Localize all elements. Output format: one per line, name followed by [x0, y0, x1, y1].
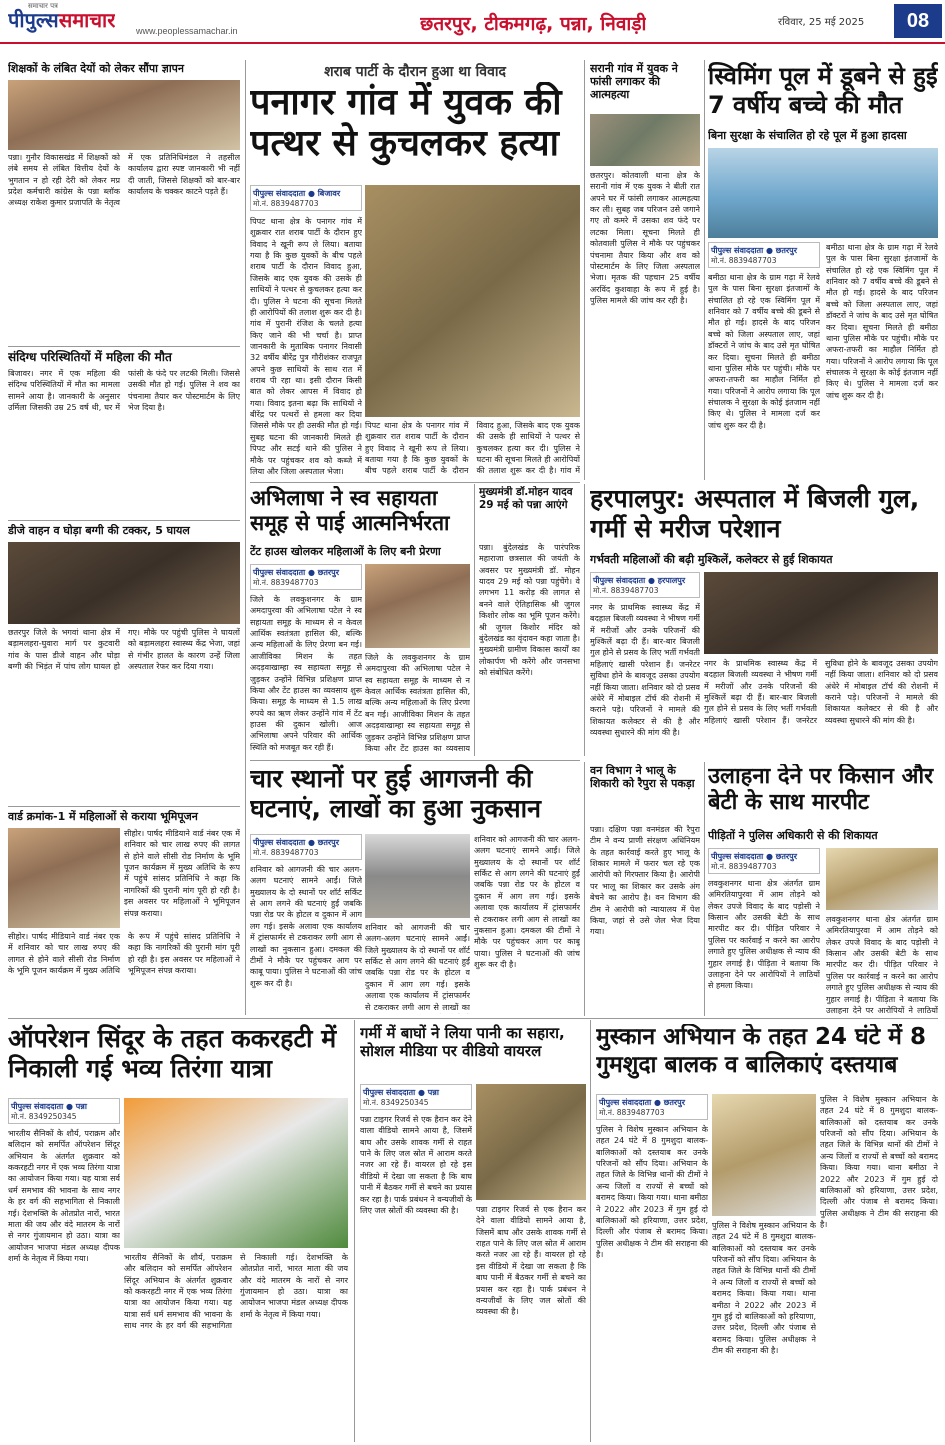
article-body-b: जिले के लवकुशनगर के ग्राम अमदापुरवा की अभिलाषा पटेल ने स्व सहायता समूह के माध्यम से न केवल आर्थिक स्वतंत्रता हासिल की, बल्कि अन्य महिलाओं के लिए प्रेरणा बन गई। आजीविका मिशन के तहत अदड़वाखाम्हा स्व सहायता समूह से जुड़कर उन्होंने विभिन्न प्रशिक्षण प्राप्त किया और टेंट हाउस का व्यवसाय	[365, 653, 470, 753]
headline: हरपालपुर: अस्पताल में बिजली गुल, गर्मी से मरीज परेशान	[590, 484, 920, 543]
news-photo	[704, 572, 938, 654]
article-body: पन्ना। बुंदेलखंड के पारंपरिक महाराजा छत्रसाल की जयंती के अवसर पर मुख्यमंत्री डॉ. मोहन यादव 29 मई को पन्ना पहुंचेंगे। वे लगभग 11 करोड़ की लागत से बनने वाले ऐतिहासिक श्री जुगल किशोर लोक का भूमि पूजन करेंगे। श्री जुगल किशोर मंदिर को बुंदेलखंड का वृंदावन कहा जाता है। मुख्यमंत्री ग्रामीण विकास कार्यों का लोकार्पण भी करेंगे और जनसभा को संबोधित करेंगे।	[479, 543, 580, 677]
column-divider	[245, 60, 246, 1015]
byline: पीपुल्स संवाददाता ● पन्ना	[363, 1088, 439, 1097]
subheadline: बिना सुरक्षा के संचालित हो रहे पूल में हुआ हादसा	[708, 129, 907, 142]
news-photo	[8, 80, 240, 150]
mobile-number: मो.नं. 8839487703	[599, 1108, 665, 1117]
mobile-number: मो.नं. 8349250345	[11, 1112, 77, 1121]
mobile-number: मो.नं. 8839487703	[253, 199, 319, 208]
column-divider	[704, 60, 705, 480]
byline: पीपुल्स संवाददाता ● छतरपुर	[711, 852, 797, 861]
article-body-a: लवकुशनगर थाना क्षेत्र अंतर्गत ग्राम अमिरतियापुरवा में आम तोड़ने को लेकर उपजे विवाद के बाद पड़ोसी ने किसान और उसकी बेटी के साथ मारपीट कर दी। पीड़ित परिवार ने पुलिस पर कार्रवाई न करने का आरोप लगाते हुए पुलिस अधीक्षक से न्याय की गुहार लगाई है। पीड़िता ने बताया कि उलाहना देने पर आरोपियों ने लाठियों से हमला किया।	[708, 879, 820, 991]
divider	[250, 482, 580, 483]
subheadline: गर्भवती महिलाओं की बढ़ी मुश्किलें, कलेक्टर से हुई शिकायत	[590, 553, 833, 566]
article-body-b: शनिवार को आगजनी की चार अलग-अलग घटनाएं सामने आईं। जिले मुख्यालय के दो स्थानों पर शॉर्ट सर्किट से आग लगने की घटनाएं हुईं जबकि पन्ना रोड पर के होटल व दुकान में आग लग गई। इसके अलावा एक कार्यालय में ट्रांसफार्मर से टकराकर लगी आग से लाखों का	[365, 923, 470, 1012]
byline-box	[596, 1094, 708, 1120]
news-photo	[590, 114, 700, 166]
news-photo	[365, 564, 470, 648]
headline: डीजे वाहन व घोड़ा बग्गी की टक्कर, 5 घायल	[8, 524, 190, 537]
news-photo	[826, 848, 938, 910]
issue-date: रविवार, 25 मई 2025	[778, 17, 865, 28]
column-divider	[584, 60, 585, 480]
article-body-b: लवकुशनगर थाना क्षेत्र अंतर्गत ग्राम अमिरतियापुरवा में आम तोड़ने को लेकर उपजे विवाद के बाद पड़ोसी ने किसान और उसकी बेटी के साथ मारपीट कर दी। पीड़ित परिवार ने पुलिस पर कार्रवाई न करने का आरोप लगाते हुए पुलिस अधीक्षक से न्याय की गुहार लगाई है। पीड़िता ने बताया कि उलाहना देने पर आरोपियों ने लाठियों	[826, 915, 938, 1014]
byline-box	[250, 564, 362, 590]
divider	[8, 520, 240, 521]
article-body-c: शनिवार को आगजनी की चार अलग-अलग घटनाएं सामने आईं। जिले मुख्यालय के दो स्थानों पर शॉर्ट सर्किट से आग लगने की घटनाएं हुईं जबकि पन्ना रोड पर के होटल व दुकान में आग लग गई। इसके अलावा एक कार्यालय में ट्रांसफार्मर से टकराकर लगी आग से लाखों का नुकसान हुआ। दमकल की टीमों ने मौके पर पहुंचकर आग पर काबू पाया। पुलिस ने घटनाओं की जांच शुरू कर दी है।	[474, 835, 580, 969]
article-body-b: सीहोर। पार्षद मीडियाने वार्ड नंबर एक में शनिवार को चार लाख रुपए की लागत से होने वाले सीसी रोड निर्माण के भूमि पूजन कार्यक्रम में मुख्य अतिथि के रूप में पहुंचे सांसद प्रतिनिधि ने कहा कि नागरिकों की पुरानी मांग पूरी हो रही है। इस अवसर पर महिलाओं ने भूमिपूजन संपन्न कराया।	[8, 932, 240, 976]
headline: चार स्थानों पर हुई आगजनी की घटनाएं, लाखों का हुआ नुकसान	[250, 764, 542, 823]
headline: अभिलाषा ने स्व सहायता समूह से पाई आत्मनिर्भरता	[250, 486, 450, 536]
byline-box	[708, 242, 820, 268]
article-body-a: बमीठा थाना क्षेत्र के ग्राम गढ़ा में रेलवे पुल के पास बिना सुरक्षा इंतजामों के संचालित हो रहे एक स्विमिंग पूल में शनिवार को 7 वर्षीय बच्चे की डूबने से मौत हो गई। हादसे के बाद परिजन बच्चे को जिला अस्पताल लाए, जहां डॉक्टरों ने जांच के बाद उसे मृत घोषित कर दिया। सूचना मिलते ही बमीठा थाना पुलिस मौके पर पहुंची। मौके पर अफरा-तफरी का माहौल निर्मित हो गया। परिजनों ने आरोप लगाया कि पूल संचालक ने सुरक्षा के कोई इंतजाम नहीं किए थे। पुलिस ने मामला दर्ज कर जांच शुरू कर दी है।	[708, 273, 820, 430]
article-body: पन्ना। दक्षिण पन्ना वनमंडल की रैपुरा टीम ने वन्य प्राणी संरक्षण अधिनियम के तहत कार्रवाई करते हुए भालू के शिकार मामले में फरार चल रहे एक आरोपी को गिरफ्तार किया है। आरोपी पर भालू का शिकार कर उसके अंग बेचने का आरोप है। वन विभाग की टीम ने आरोपी को न्यायालय में पेश किया, जहां से उसे जेल भेज दिया गया।	[590, 825, 700, 937]
column-divider	[590, 1020, 591, 1442]
byline-box	[708, 848, 820, 874]
story-teachers-memo	[8, 62, 240, 74]
article-body-b: पुलिस ने विशेष मुस्कान अभियान के तहत 24 घंटे में 8 गुमशुदा बालक-बालिकाओं को दस्तयाब कर उनके परिजनों को सौंप दिया। अभियान के तहत जिले के विभिन्न थानों की टीमों ने अन्य जिलों व राज्यों से बच्चों को बरामद किया। किया गया। थाना बमीठा ने 2022 और 2023 में गुम हुई दो बालिकाओं को हरियाणा, उत्तर प्रदेश, दिल्ली और पंजाब से बरामद किया। पुलिस अधीक्षक ने टीम की सराहना की है।	[712, 1221, 816, 1355]
article-body-a: पिपट थाना क्षेत्र के पनागर गांव में शुक्रवार रात शराब पार्टी के दौरान हुए विवाद ने खूनी रूप ले लिया। बताया गया है कि कुछ युवकों के बीच पहले शराब पार्टी के दौरान विवाद हुआ, जिसके बाद एक युवक की उसके ही साथियों ने पत्थर से कुचलकर हत्या कर दी। पुलिस ने घटना की सूचना मिलते ही आरोपियों की तलाश शुरू कर दी है। गांव में पुरानी रंजिश के चलते हत्या किए जाने की भी चर्चा है। प्राप्त जानकारी के मुताबिक पनागर निवासी 32 वर्षीय बीरेंद्र पुत्र गौरीशंकर राजपूत अपने कुछ साथियों के साथ रात में शराब पी रहा था। इसी दौरान किसी बात को लेकर आपस में विवाद हो गया। विवाद इतना बढ़ा कि साथियों ने बीरेंद्र पर पत्थरों से हमला कर दिया जिससे मौके पर ही उसकी मौत हो गई। सुबह घटना की जानकारी मिलते ही पिपट और सटई थाने की पुलिस ने मौके पर पहुंचकर शव को कब्जे में लिया और जिला अस्पताल भेजा।	[250, 217, 362, 476]
column-divider	[704, 762, 705, 1016]
divider	[8, 1018, 938, 1019]
article-body-a: भारतीय सैनिकों के शौर्य, पराक्रम और बलिदान को समर्पित ऑपरेशन सिंदूर अभियान के अंतर्गत शुक्रवार को ककरहटी नगर में एक भव्य तिरंगा यात्रा का आयोजन किया गया। यह यात्रा सर्व धर्म समभाव की भावना के साथ नगर के हर वर्ग की सहभागिता से निकाली गई। देशभक्ति के ओतप्रोत नारों, भारत माता की जय और वंदे मातरम के नारों से नगर गुंजायमान हो उठा। यात्रा का आयोजन भाजपा मंडल अध्यक्ष दीपक शर्मा के नेतृत्व में किया गया।	[8, 1129, 120, 1263]
logo-tagline: समाचार पत्र	[28, 2, 58, 10]
byline-box	[250, 834, 362, 860]
byline-box	[590, 572, 700, 598]
kicker: शराब पार्टी के दौरान हुआ था विवाद	[324, 64, 506, 80]
headline: मुख्यमंत्री डॉ.मोहन यादव 29 मई को पन्ना आएंगे	[479, 486, 573, 511]
news-photo	[365, 834, 470, 918]
byline-box	[360, 1084, 472, 1110]
byline: पीपुल्स संवाददाता ● छतरपुर	[253, 838, 339, 847]
logo-part-a: पीपुल्स	[8, 8, 59, 32]
divider	[8, 346, 240, 347]
page-number: 08	[894, 4, 942, 38]
news-photo	[124, 1098, 348, 1248]
column-divider	[474, 484, 475, 756]
news-photo	[8, 542, 240, 624]
headline: वार्ड क्रमांक-1 में महिलाओं से कराया भूमिपूजन	[8, 810, 198, 823]
mobile-number: मो.नं. 8839487703	[711, 862, 777, 871]
mobile-number: मो.नं. 8839487703	[593, 586, 659, 595]
lead-headline: पनागर गांव में युवक की पत्थर से कुचलकर हत्या	[250, 82, 562, 165]
news-photo	[708, 148, 938, 238]
headline: शिक्षकों के लंबित देयों को लेकर सौंपा ज्ञापन	[8, 62, 185, 74]
headline: संदिग्ध परिस्थितियों में महिला की मौत	[8, 350, 172, 364]
article-body-b: बमीठा थाना क्षेत्र के ग्राम गढ़ा में रेलवे पुल के पास बिना सुरक्षा इंतजामों के संचालित हो रहे एक स्विमिंग पूल में शनिवार को 7 वर्षीय बच्चे की डूबने से मौत हो गई। हादसे के बाद परिजन बच्चे को जिला अस्पताल लाए, जहां डॉक्टरों ने जांच के बाद उसे मृत घोषित कर दिया। सूचना मिलते ही बमीठा थाना पुलिस मौके पर पहुंची। मौके पर अफरा-तफरी का माहौल निर्मित हो गया। परिजनों ने आरोप लगाया कि पूल संचालक ने सुरक्षा के कोई इंतजाम नहीं किए थे। पुलिस ने मामला दर्ज कर जांच शुरू कर दी है।	[826, 243, 938, 400]
headline: उलाहना देने पर किसान और बेटी के साथ मारपीट	[708, 764, 934, 816]
byline: पीपुल्स संवाददाता ● छतरपुर	[253, 568, 339, 577]
article-body-a: पन्ना टाइगर रिजर्व से एक हैरान कर देने वाला वीडियो सामने आया है, जिसमें बाघ और उसके शावक गर्मी से राहत पाने के लिए जल स्रोत में आराम करते नजर आ रहे हैं। वायरल हो रहे इस वीडियो में देखा जा सकता है कि बाघ पानी में बैठकर गर्मी से बचने का प्रयास कर रहा है। पार्क प्रबंधन ने वन्यजीवों के लिए जल स्रोतों की व्यवस्था की है।	[360, 1115, 472, 1215]
article-body-b: नगर के प्राथमिक स्वास्थ्य केंद्र में बदहाल बिजली व्यवस्था ने भीषण गर्मी में मरीजों और उनके परिजनों की मुश्किलें बढ़ा दी हैं। बार-बार बिजली गुल होने से प्रसव के लिए भर्ती गर्भवती महिलाएं खासी परेशान हैं। जनरेटर सुविधा होने के बावजूद उसका उपयोग नहीं किया जाता। शनिवार को दो प्रसव अंधेरे में मोबाइल टॉर्च की रोशनी में कराने पड़े। परिजनों ने मामले की शिकायत कलेक्टर से की है और व्यवस्था सुधारने की मांग की है।	[704, 659, 938, 725]
headline: स्विमिंग पूल में डूबने से हुई 7 वर्षीय बच्चे की मौत	[708, 62, 938, 119]
article-body-a: जिले के लवकुशनगर के ग्राम अमदापुरवा की अभिलाषा पटेल ने स्व सहायता समूह के माध्यम से न केवल आर्थिक स्वतंत्रता हासिल की, बल्कि अन्य महिलाओं के लिए प्रेरणा बन गई। आजीविका मिशन के तहत अदड़वाखाम्हा स्व सहायता समूह से जुड़कर उन्होंने विभिन्न प्रशिक्षण प्राप्त किया और टेंट हाउस का व्यवसाय शुरू किया। समूह के माध्यम से 1.5 लाख रुपये का ऋण लेकर उन्होंने गांव में टेंट हाउस की दुकान खोली। आज अभिलाषा अपने परिवार की आर्थिक स्थिति को मजबूत कर रही हैं।	[250, 595, 362, 752]
article-body: बिजावर। नगर में एक महिला की संदिग्ध परिस्थितियों में मौत का मामला सामने आया है। जानकारी के अनुसार उर्मिला जिसकी उम्र 25 वर्ष थी, घर में फांसी के फंदे पर लटकी मिली। जिससे उसकी मौत हो गई। पुलिस ने शव का पंचनामा तैयार कर पोस्टमार्टम के लिए भेज दिया है।	[8, 369, 240, 413]
byline-box	[250, 185, 362, 211]
news-photo	[8, 828, 120, 928]
article-body-a: नगर के प्राथमिक स्वास्थ्य केंद्र में बदहाल बिजली व्यवस्था ने भीषण गर्मी में मरीजों और उनके परिजनों की मुश्किलें बढ़ा दी हैं। बार-बार बिजली गुल होने से प्रसव के लिए भर्ती गर्भवती महिलाएं खासी परेशान हैं। जनरेटर सुविधा होने के बावजूद उसका उपयोग नहीं किया जाता। शनिवार को दो प्रसव अंधेरे में मोबाइल टॉर्च की रोशनी में कराने पड़े। परिजनों ने मामले की शिकायत कलेक्टर से की है और व्यवस्था सुधारने की मांग की है।	[590, 603, 700, 737]
byline: पीपुल्स संवाददाता ● छतरपुर	[599, 1098, 685, 1107]
article-body: छतरपुर जिले के भगवां थाना क्षेत्र में बड़ामलहरा-घुवारा मार्ग पर कुटवारी गांव के पास डीजे वाहन और घोड़ा बग्गी की भिड़ंत में पांच लोग घायल हो गए। मौके पर पहुंची पुलिस ने घायलों को बड़ामलहरा स्वास्थ्य केंद्र भेजा, जहां से गंभीर हालत के कारण उन्हें जिला अस्पताल रेफर कर दिया गया।	[8, 628, 240, 672]
article-body-b: पन्ना टाइगर रिजर्व से एक हैरान कर देने वाला वीडियो सामने आया है, जिसमें बाघ और उसके शावक गर्मी से राहत पाने के लिए जल स्रोत में आराम करते नजर आ रहे हैं। वायरल हो रहे इस वीडियो में देखा जा सकता है कि बाघ पानी में बैठकर गर्मी से बचने का प्रयास कर रहा है। पार्क प्रबंधन ने वन्यजीवों के लिए जल स्रोतों की व्यवस्था की है।	[476, 1205, 586, 1317]
headline: गर्मी में बाघों ने लिया पानी का सहारा, सोशल मीडिया पर वीडियो वायरल	[360, 1024, 565, 1060]
article-body-a: सीहोर। पार्षद मीडियाने वार्ड नंबर एक में शनिवार को चार लाख रुपए की लागत से होने वाले सीसी रोड निर्माण के भूमि पूजन कार्यक्रम में मुख्य अतिथि के रूप में पहुंचे सांसद प्रतिनिधि ने कहा कि नागरिकों की पुरानी मांग पूरी हो रही है। इस अवसर पर महिलाओं ने भूमिपूजन संपन्न कराया।	[124, 829, 240, 918]
website-url: www.peoplessamachar.in	[136, 26, 238, 36]
edition-cities: छतरपुर, टीकमगढ़, पन्ना, निवाड़ी	[420, 13, 647, 35]
masthead	[0, 0, 945, 44]
logo-part-b: समाचार	[58, 8, 116, 32]
mobile-number: मो.नं. 8839487703	[253, 578, 319, 587]
subheadline: टेंट हाउस खोलकर महिलाओं के लिए बनी प्रेरणा	[250, 545, 441, 558]
subheadline: पीड़ितों ने पुलिस अधिकारी से की शिकायत	[708, 829, 878, 842]
news-photo	[365, 185, 580, 417]
mobile-number: मो.नं. 8349250345	[363, 1098, 429, 1107]
divider	[8, 806, 240, 807]
headline: सरानी गांव में युवक ने फांसी लगाकर की आत्महत्या	[590, 62, 678, 102]
headline: मुस्कान अभियान के तहत 24 घंटे में 8 गुमशुदा बालक व बालिकाएं दस्तयाब	[596, 1024, 926, 1078]
article-body: पन्ना। गुनौर विकासखंड में शिक्षकों को लंबे समय से लंबित वित्तीय देयों के भुगतान न हो रही देरी को लेकर मप्र प्रदेश कर्मचारी कांग्रेस के पन्ना ब्लॉक अध्यक्ष राकेश कुमार प्रजापति के नेतृत्व में एक प्रतिनिधिमंडल ने तहसील कार्यालय द्वारा स्पष्ट जानकारी भी नहीं दी जाती, जिससे शिक्षकों को बार-बार कार्यालय के चक्कर काटने पड़ते हैं।	[8, 153, 240, 208]
article-body-a: शनिवार को आगजनी की चार अलग-अलग घटनाएं सामने आईं। जिले मुख्यालय के दो स्थानों पर शॉर्ट सर्किट से आग लगने की घटनाएं हुईं जबकि पन्ना रोड पर के होटल व दुकान में आग लग गई। इसके अलावा एक कार्यालय में ट्रांसफार्मर से टकराकर लगी आग से लाखों का नुकसान हुआ। दमकल की टीमों ने मौके पर पहुंचकर आग पर काबू पाया। पुलिस ने घटनाओं की जांच शुरू कर दी है।	[250, 865, 362, 988]
article-body: छतरपुर। कोतवाली थाना क्षेत्र के सरानी गांव में एक युवक ने बीती रात अपने घर में फांसी लगाकर आत्महत्या कर ली। सुबह जब परिजन उसे जगाने गए तो कमरे में उसका शव फंदे पर लटका मिला। सूचना मिलते ही कोतवाली पुलिस ने मौके पर पहुंचकर पंचनामा तैयार किया और शव को पोस्टमार्टम के लिए जिला अस्पताल भेजा। मृतक की पहचान 25 वर्षीय अरविंद कुशवाहा के रूप में हुई है। पुलिस मामले की जांच कर रही है।	[590, 171, 700, 305]
headline: वन विभाग ने भालू के शिकारी को रैपुरा से पकड़ा	[590, 764, 695, 791]
column-divider	[584, 484, 585, 756]
byline-box	[8, 1098, 120, 1124]
article-body-c: पुलिस ने विशेष मुस्कान अभियान के तहत 24 घंटे में 8 गुमशुदा बालक-बालिकाओं को दस्तयाब कर उनके परिजनों को सौंप दिया। अभियान के तहत जिले के विभिन्न थानों की टीमों ने अन्य जिलों व राज्यों से बच्चों को बरामद किया। किया गया। थाना बमीठा ने 2022 और 2023 में गुम हुई दो बालिकाओं को हरियाणा, उत्तर प्रदेश, दिल्ली और पंजाब से बरामद किया। पुलिस अधीक्षक ने टीम की सराहना की है।	[820, 1095, 938, 1229]
byline: पीपुल्स संवाददाता ● हरपालपुर	[593, 576, 686, 585]
divider	[250, 760, 580, 761]
mobile-number: मो.नं. 8839487703	[711, 256, 777, 265]
newspaper-logo	[8, 6, 115, 33]
article-body-b: भारतीय सैनिकों के शौर्य, पराक्रम और बलिदान को समर्पित ऑपरेशन सिंदूर अभियान के अंतर्गत शुक्रवार को ककरहटी नगर में एक भव्य तिरंगा यात्रा का आयोजन किया गया। यह यात्रा सर्व धर्म समभाव की भावना के साथ नगर के हर वर्ग की सहभागिता से निकाली गई। देशभक्ति के ओतप्रोत नारों, भारत माता की जय और वंदे मातरम के नारों से नगर गुंजायमान हो उठा। यात्रा का आयोजन भाजपा मंडल अध्यक्ष दीपक शर्मा के नेतृत्व में किया गया।	[124, 1253, 348, 1331]
byline: पीपुल्स संवाददाता ● बिजावर	[253, 189, 341, 198]
article-body-b: पिपट थाना क्षेत्र के पनागर गांव में शुक्रवार रात शराब पार्टी के दौरान हुए विवाद ने खूनी रूप ले लिया। बताया गया है कि कुछ युवकों के बीच पहले शराब पार्टी के दौरान विवाद हुआ, जिसके बाद एक युवक की उसके ही साथियों ने पत्थर से कुचलकर हत्या कर दी। पुलिस ने घटना की सूचना मिलते ही आरोपियों की तलाश शुरू कर दी है। गांव में	[365, 421, 580, 476]
headline: ऑपरेशन सिंदूर के तहत ककरहटी में निकाली गई भव्य तिरंगा यात्रा	[8, 1024, 337, 1083]
byline: पीपुल्स संवाददाता ● पन्ना	[11, 1102, 87, 1111]
mobile-number: मो.नं. 8839487703	[253, 848, 319, 857]
column-divider	[354, 1020, 355, 1442]
news-photo	[476, 1084, 586, 1200]
news-photo	[712, 1094, 816, 1216]
byline: पीपुल्स संवाददाता ● छतरपुर	[711, 246, 797, 255]
article-body-a: पुलिस ने विशेष मुस्कान अभियान के तहत 24 घंटे में 8 गुमशुदा बालक-बालिकाओं को दस्तयाब कर उनके परिजनों को सौंप दिया। अभियान के तहत जिले के विभिन्न थानों की टीमों ने अन्य जिलों व राज्यों से बच्चों को बरामद किया। किया गया। थाना बमीठा ने 2022 और 2023 में गुम हुई दो बालिकाओं को हरियाणा, उत्तर प्रदेश, दिल्ली और पंजाब से बरामद किया। पुलिस अधीक्षक ने टीम की सराहना की है।	[596, 1125, 708, 1259]
column-divider	[584, 762, 585, 1016]
